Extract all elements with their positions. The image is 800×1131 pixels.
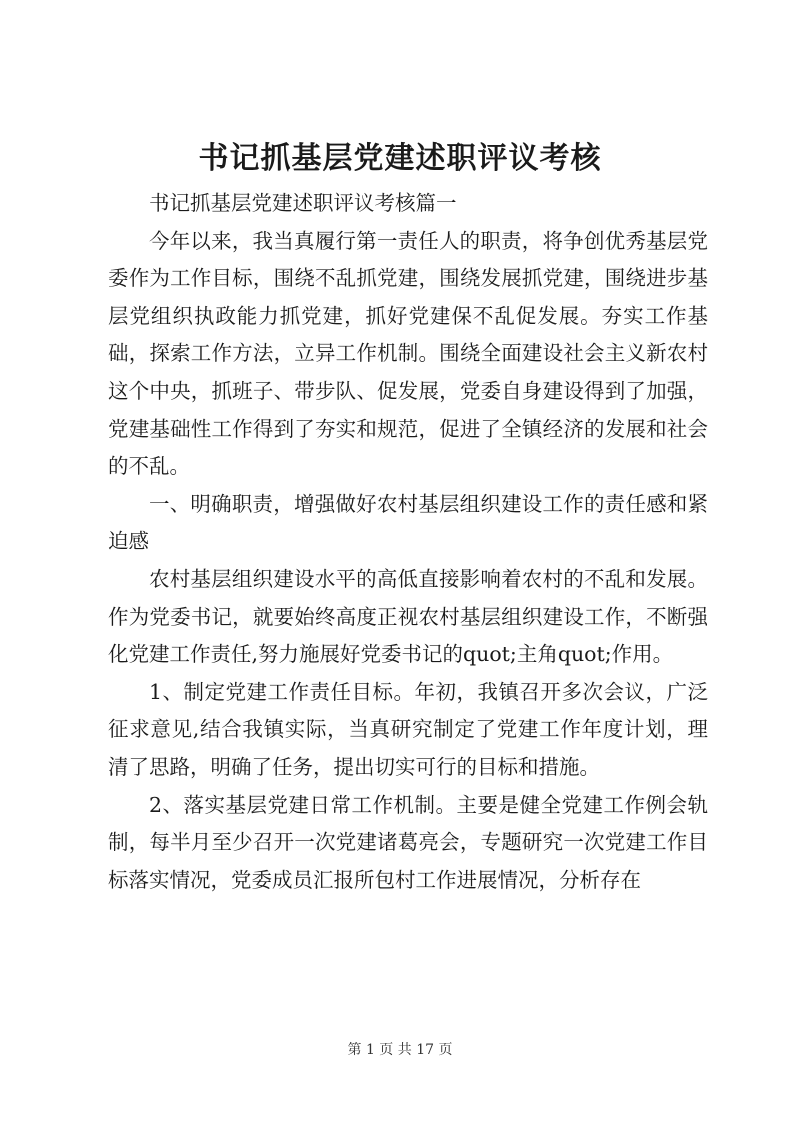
body-paragraph: 今年以来，我当真履行第一责任人的职责，将争创优秀基层党委作为工作目标，围绕不乱抓党建，围绕发展抓党建，围绕进步基层党组织执政能力抓党建，抓好党建保不乱促发展。夯实工作基础，探索工作方法，立异工作机制。围绕全面建设社会主义新农村这个中央，抓班子、带步队、促发展，党委自身建设得到了加强，党建基础性工作得到了夯实和规范，促进了全镇经济的发展和社会的不乱。	[108, 228, 708, 479]
document-body	[108, 185, 708, 899]
section-heading: 一、明确职责，增强做好农村基层组织建设工作的责任感和紧迫感	[108, 491, 708, 554]
document-title: 书记抓基层党建述职评议考核	[198, 141, 602, 176]
body-paragraph: 农村基层组织建设水平的高低直接影响着农村的不乱和发展。作为党委书记，就要始终高度正视农村基层组织建设工作，不断强化党建工作责任,努力施展好党委书记的quot;主角quot;作用。	[108, 566, 708, 667]
subtitle-paragraph: 书记抓基层党建述职评议考核篇一	[149, 191, 457, 215]
body-paragraph: 2、落实基层党建日常工作机制。主要是健全党建工作例会轨制，每半月至少召开一次党建诸葛亮会，专题研究一次党建工作目标落实情况，党委成员汇报所包村工作进展情况，分析存在	[108, 792, 708, 892]
page-number-footer: 第 1 页 共 17 页	[347, 1042, 453, 1058]
body-paragraph: 1、制定党建工作责任目标。年初，我镇召开多次会议，广泛征求意见,结合我镇实际，当真研究制定了党建工作年度计划，理清了思路，明确了任务，提出切实可行的目标和措施。	[108, 679, 708, 779]
